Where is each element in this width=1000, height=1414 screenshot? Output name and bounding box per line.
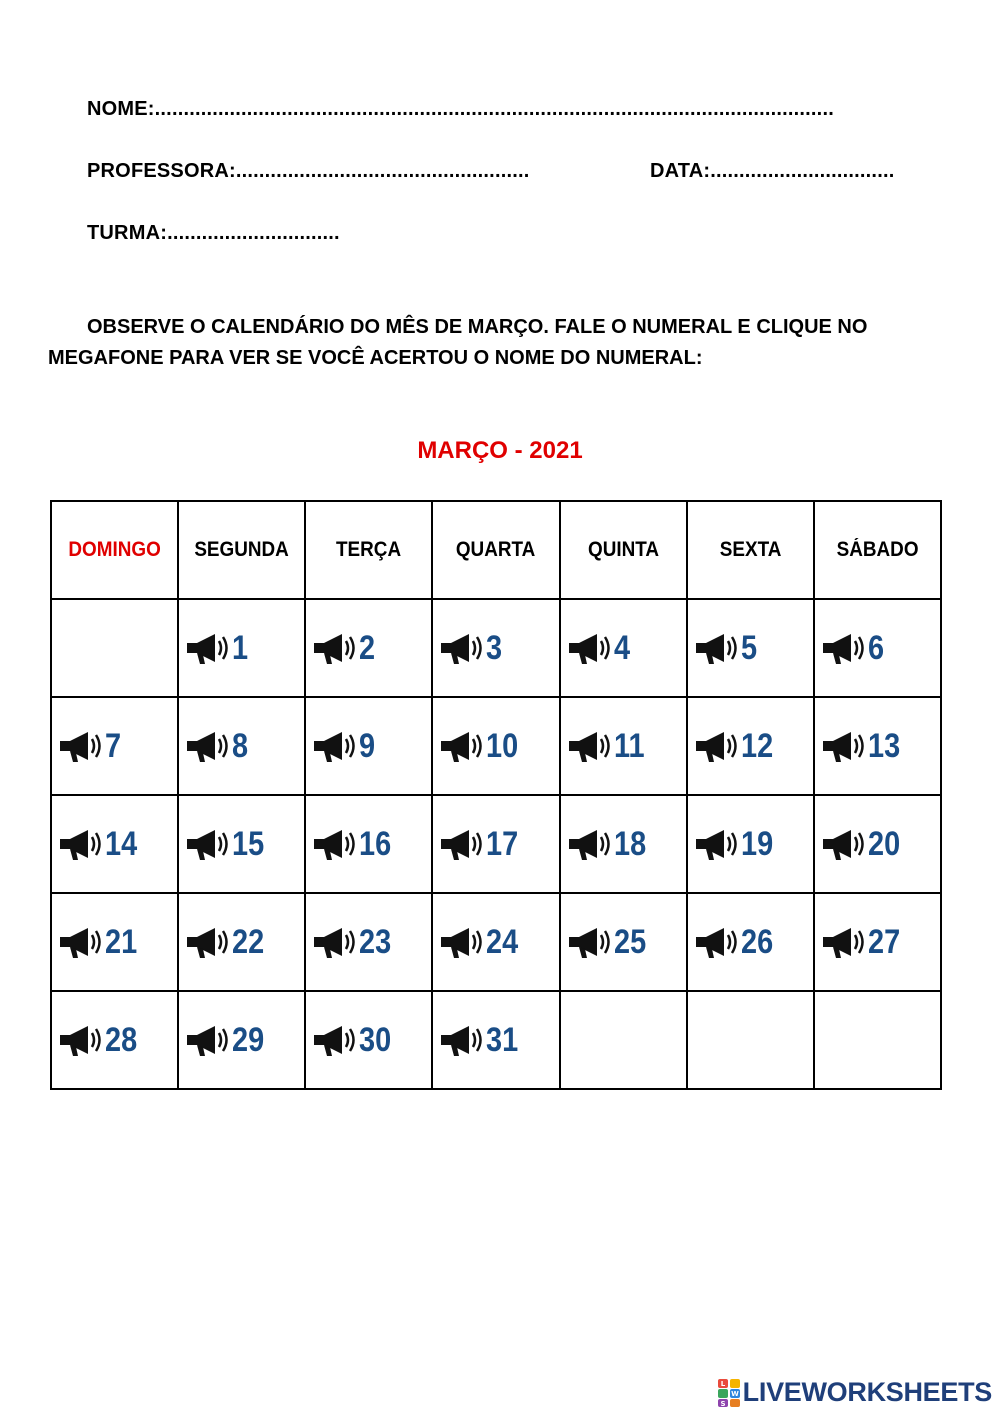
megaphone-icon[interactable] [694, 824, 740, 864]
megaphone-icon[interactable] [439, 726, 485, 766]
day-number: 7 [105, 726, 122, 765]
calendar-cell [432, 599, 559, 697]
calendar-cell [305, 991, 432, 1089]
megaphone-icon[interactable] [567, 824, 613, 864]
calendar-cell [432, 795, 559, 893]
calendar-cell [687, 991, 814, 1089]
class-field[interactable] [87, 222, 340, 245]
megaphone-icon[interactable] [439, 922, 485, 962]
calendar-cell [51, 599, 178, 697]
day-number: 18 [613, 824, 646, 863]
weekday-header-6: SÁBADO [820, 501, 934, 599]
instructions: OBSERVE O CALENDÁRIO DO MÊS DE MARÇO. FALE O NUMERAL E CLIQUE NO MEGAFONE PARA VER SE VOCÊ ACERTOU O NOME DO NUMERAL: [48, 316, 868, 369]
day-number: 12 [740, 726, 773, 765]
megaphone-icon[interactable] [694, 922, 740, 962]
calendar-cell [560, 599, 687, 697]
weekday-header-2: TERÇA [312, 501, 426, 599]
calendar-cell [814, 599, 941, 697]
day-number: 23 [359, 922, 392, 961]
teacher-field[interactable] [87, 160, 529, 183]
day-number: 28 [105, 1020, 138, 1059]
day-number: 17 [486, 824, 519, 863]
class-dotted-line: .............................. [167, 222, 340, 244]
calendar-cell [814, 697, 941, 795]
calendar-cell [560, 697, 687, 795]
day-number: 20 [867, 824, 900, 863]
megaphone-icon[interactable] [312, 628, 358, 668]
day-number: 10 [486, 726, 519, 765]
calendar-cell [432, 697, 559, 795]
name-dotted-line: ...................................................................................................................... [154, 98, 834, 120]
calendar-cell [560, 893, 687, 991]
megaphone-icon[interactable] [821, 726, 867, 766]
calendar-cell [814, 795, 941, 893]
day-number: 30 [359, 1020, 392, 1059]
calendar-cell [687, 599, 814, 697]
weekday-header-4: QUINTA [566, 501, 680, 599]
liveworksheets-logo-icon [717, 1378, 741, 1408]
teacher-dotted-line: ................................................... [235, 160, 530, 182]
day-number: 24 [486, 922, 519, 961]
calendar-cell [51, 991, 178, 1089]
day-number: 25 [613, 922, 646, 961]
megaphone-icon[interactable] [312, 1020, 358, 1060]
megaphone-icon[interactable] [312, 726, 358, 766]
day-number: 2 [359, 628, 376, 667]
megaphone-icon[interactable] [312, 824, 358, 864]
calendar-cell [305, 893, 432, 991]
calendar-title: MARÇO - 2021 [417, 437, 583, 464]
calendar-cell [178, 795, 305, 893]
megaphone-icon[interactable] [567, 628, 613, 668]
megaphone-icon[interactable] [821, 628, 867, 668]
calendar-cell [178, 697, 305, 795]
day-number: 11 [613, 726, 645, 765]
calendar-cell [305, 599, 432, 697]
svg-text:S: S [720, 1399, 726, 1408]
calendar-cell [814, 893, 941, 991]
day-number: 14 [105, 824, 138, 863]
svg-text:L: L [720, 1379, 725, 1388]
day-number: 1 [232, 628, 249, 667]
day-number: 9 [359, 726, 376, 765]
calendar-cell [51, 893, 178, 991]
megaphone-icon[interactable] [694, 628, 740, 668]
megaphone-icon[interactable] [58, 1020, 104, 1060]
footer-brand [717, 1377, 992, 1408]
megaphone-icon[interactable] [58, 922, 104, 962]
day-number: 8 [232, 726, 249, 765]
megaphone-icon[interactable] [439, 1020, 485, 1060]
day-number: 16 [359, 824, 392, 863]
calendar-cell [687, 893, 814, 991]
megaphone-icon[interactable] [185, 824, 231, 864]
name-field[interactable] [87, 98, 834, 121]
megaphone-icon[interactable] [439, 628, 485, 668]
calendar-cell [432, 893, 559, 991]
calendar-cell [178, 991, 305, 1089]
day-number: 19 [740, 824, 773, 863]
day-number: 3 [486, 628, 503, 667]
megaphone-icon[interactable] [58, 726, 104, 766]
day-number: 13 [867, 726, 900, 765]
weekday-header-3: QUARTA [439, 501, 553, 599]
calendar-cell [560, 991, 687, 1089]
calendar-cell [178, 599, 305, 697]
megaphone-icon[interactable] [821, 922, 867, 962]
megaphone-icon[interactable] [312, 922, 358, 962]
calendar-cell [51, 795, 178, 893]
teacher-label: PROFESSORA: [87, 160, 236, 182]
megaphone-icon[interactable] [821, 824, 867, 864]
day-number: 31 [486, 1020, 519, 1059]
megaphone-icon[interactable] [185, 628, 231, 668]
calendar-cell [432, 991, 559, 1089]
name-label: NOME: [87, 98, 155, 120]
day-number: 6 [867, 628, 884, 667]
megaphone-icon[interactable] [185, 1020, 231, 1060]
calendar-table [50, 500, 942, 1090]
day-number: 27 [867, 922, 900, 961]
calendar-cell [687, 697, 814, 795]
footer-brand-text: LIVEWORKSHEETS [742, 1377, 992, 1407]
day-number: 26 [740, 922, 773, 961]
megaphone-icon[interactable] [185, 922, 231, 962]
calendar-cell [178, 893, 305, 991]
class-label: TURMA: [87, 222, 168, 244]
date-field[interactable] [650, 160, 894, 183]
day-number: 21 [105, 922, 138, 961]
weekday-header-0: DOMINGO [57, 501, 171, 599]
svg-text:W: W [730, 1389, 739, 1398]
calendar-cell [305, 697, 432, 795]
megaphone-icon[interactable] [185, 726, 231, 766]
date-label: DATA: [650, 160, 711, 182]
calendar-cell [51, 697, 178, 795]
calendar-cell [814, 991, 941, 1089]
megaphone-icon[interactable] [567, 726, 613, 766]
megaphone-icon[interactable] [58, 824, 104, 864]
megaphone-icon[interactable] [439, 824, 485, 864]
day-number: 29 [232, 1020, 265, 1059]
megaphone-icon[interactable] [567, 922, 613, 962]
calendar-cell [687, 795, 814, 893]
date-dotted-line: ................................ [710, 160, 895, 182]
weekday-header-1: SEGUNDA [184, 501, 298, 599]
calendar-cell [560, 795, 687, 893]
day-number: 22 [232, 922, 265, 961]
day-number: 5 [740, 628, 757, 667]
day-number: 15 [232, 824, 265, 863]
megaphone-icon[interactable] [694, 726, 740, 766]
weekday-header-5: SEXTA [693, 501, 807, 599]
calendar-cell [305, 795, 432, 893]
day-number: 4 [613, 628, 630, 667]
